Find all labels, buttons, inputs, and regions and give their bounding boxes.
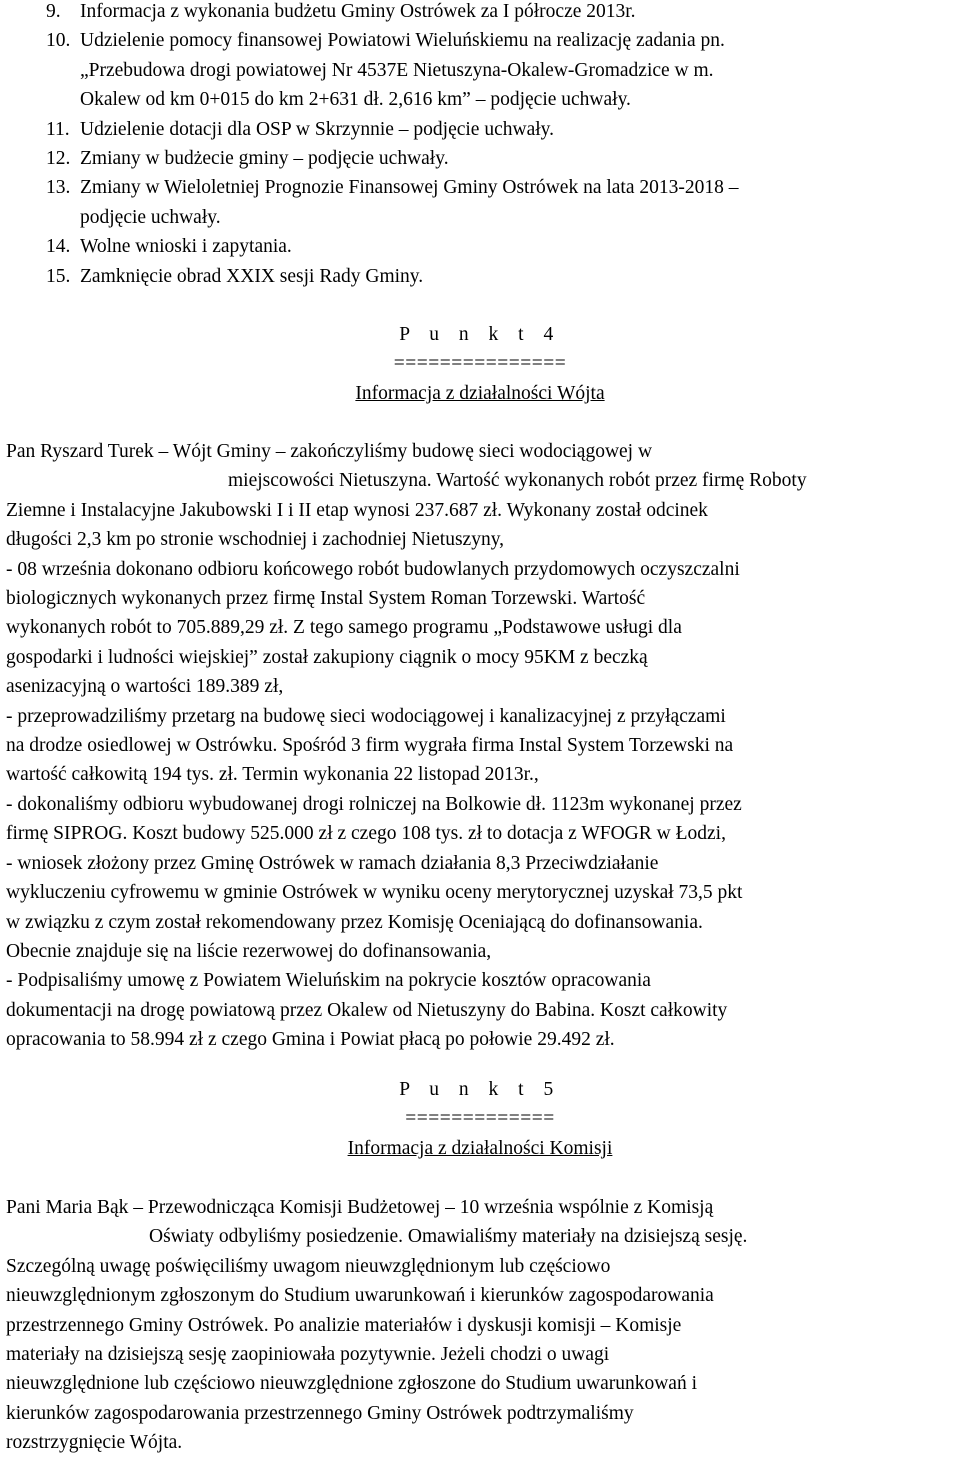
agenda-number: 10. bbox=[46, 30, 71, 52]
section-heading: P u n k t 5 bbox=[399, 1079, 561, 1100]
agenda-text: Udzielenie dotacji dla OSP w Skrzynnie – podjęcie uchwały. bbox=[80, 118, 555, 140]
agenda-number: 13. bbox=[46, 177, 71, 199]
section-heading: P u n k t 4 bbox=[399, 324, 561, 345]
paragraph-line: na drodze osiedlowej w Ostrówku. Spośród 3 firm wygrała firma Instal System Torzewski na bbox=[6, 735, 734, 757]
paragraph-line: rozstrzygnięcie Wójta. bbox=[6, 1432, 183, 1454]
agenda-text: Zmiany w Wieloletniej Prognozie Finansowej Gminy Ostrówek na lata 2013-2018 – bbox=[80, 177, 739, 199]
agenda-item-15 bbox=[0, 262, 960, 291]
paragraph-line: miejscowości Nietuszyna. Wartość wykonanych robót przez firmę Roboty bbox=[228, 470, 807, 492]
paragraph-line: dokumentacji na drogę powiatową przez Okalew od Nietuszyny do Babina. Koszt całkowity bbox=[6, 999, 728, 1021]
section-punkt-4-header bbox=[0, 320, 960, 408]
section-punkt-4-body bbox=[6, 437, 954, 1055]
agenda-text: Okalew od km 0+015 do km 2+631 dł. 2,616 km” – podjęcie uchwały. bbox=[80, 89, 631, 111]
paragraph-line: nieuwzględnionym zgłoszonym do Studium uwarunkowań i kierunków zagospodarowania bbox=[6, 1285, 714, 1307]
paragraph-line: wykluczeniu cyfrowemu w gminie Ostrówek w wyniku oceny merytorycznej uzyskał 73,5 pkt bbox=[6, 882, 743, 904]
agenda-list bbox=[0, 0, 960, 291]
paragraph-line: Oświaty odbyliśmy posiedzenie. Omawialiśmy materiały na dzisiejszą sesję. bbox=[149, 1226, 748, 1248]
paragraph-line: asenizacyjną o wartości 189.389 zł, bbox=[6, 676, 284, 698]
paragraph-line: w związku z czym został rekomendowany przez Komisję Oceniającą do dofinansowania. bbox=[6, 911, 703, 933]
agenda-item-10 bbox=[0, 26, 960, 114]
agenda-text: podjęcie uchwały. bbox=[80, 206, 221, 228]
section-punkt-5-header bbox=[0, 1075, 960, 1163]
agenda-text: Zamknięcie obrad XXIX sesji Rady Gminy. bbox=[80, 265, 424, 287]
paragraph-line: opracowania to 58.994 zł z czego Gmina i Powiat płacą po połowie 29.492 zł. bbox=[6, 1029, 615, 1051]
section-punkt-5-body bbox=[6, 1193, 954, 1458]
paragraph-line: - Podpisaliśmy umowę z Powiatem Wieluńskim na pokrycie kosztów opracowania bbox=[6, 970, 651, 992]
agenda-text: Udzielenie pomocy finansowej Powiatowi Wieluńskiemu na realizację zadania pn. bbox=[80, 30, 725, 52]
agenda-text: Informacja z wykonania budżetu Gminy Ostrówek za I półrocze 2013r. bbox=[80, 1, 636, 22]
agenda-text: Zmiany w budżecie gminy – podjęcie uchwały. bbox=[80, 148, 449, 170]
section-subtitle: Informacja z działalności Komisji bbox=[347, 1137, 613, 1159]
paragraph-line: nieuwzględnione lub częściowo nieuwzględnione zgłoszone do Studium uwarunkowań i bbox=[6, 1373, 697, 1395]
agenda-number: 11. bbox=[46, 118, 70, 140]
agenda-item-14 bbox=[0, 232, 960, 261]
paragraph-line: - dokonaliśmy odbioru wybudowanej drogi rolniczej na Bolkowie dł. 1123m wykonanej przez bbox=[6, 793, 742, 815]
paragraph-line: - wniosek złożony przez Gminę Ostrówek w ramach działania 8,3 Przeciwdziałanie bbox=[6, 852, 659, 874]
paragraph-line: gospodarki i ludności wiejskiej” został zakupiony ciągnik o mocy 95KM z beczką bbox=[6, 646, 648, 668]
agenda-number: 9. bbox=[46, 1, 61, 22]
paragraph-line: biologicznych wykonanych przez firmę Instal System Roman Torzewski. Wartość bbox=[6, 588, 646, 610]
paragraph-line: Szczególną uwagę poświęciliśmy uwagom nieuwzględnionym lub częściowo bbox=[6, 1255, 611, 1277]
agenda-text: Wolne wnioski i zapytania. bbox=[80, 236, 292, 258]
paragraph-line: Pan Ryszard Turek – Wójt Gminy – zakończyliśmy budowę sieci wodociągowej w bbox=[6, 441, 653, 462]
section-subtitle: Informacja z działalności Wójta bbox=[355, 382, 605, 404]
paragraph-line: - 08 września dokonano odbioru końcowego robót budowlanych przydomowych oczyszczalni bbox=[6, 558, 740, 580]
section-rule: =============== bbox=[393, 353, 567, 375]
paragraph-line: przestrzennego Gminy Ostrówek. Po analizie materiałów i dyskusji komisji – Komisje bbox=[6, 1314, 682, 1336]
agenda-number: 12. bbox=[46, 148, 71, 170]
paragraph-line: Pani Maria Bąk – Przewodnicząca Komisji Budżetowej – 10 września wspólnie z Komisją bbox=[6, 1197, 714, 1218]
paragraph-line: wartość całkowitą 194 tys. zł. Termin wykonania 22 listopad 2013r., bbox=[6, 764, 539, 786]
paragraph-line: długości 2,3 km po stronie wschodniej i zachodniej Nietuszyny, bbox=[6, 529, 505, 551]
paragraph-line: - przeprowadziliśmy przetarg na budowę sieci wodociągowej i kanalizacyjnej z przyłączami bbox=[6, 705, 726, 727]
agenda-item-13 bbox=[0, 173, 960, 232]
agenda-number: 14. bbox=[46, 236, 71, 258]
section-rule: ============= bbox=[405, 1108, 555, 1130]
paragraph-line: firmę SIPROG. Koszt budowy 525.000 zł z czego 108 tys. zł to dotacja z WFOGR w Łodzi, bbox=[6, 823, 726, 845]
agenda-text: „Przebudowa drogi powiatowej Nr 4537E Nietuszyna-Okalew-Gromadzice w m. bbox=[80, 59, 714, 81]
paragraph-line: wykonanych robót to 705.889,29 zł. Z tego samego programu „Podstawowe usługi dla bbox=[6, 617, 682, 639]
paragraph-line: Ziemne i Instalacyjne Jakubowski I i II etap wynosi 237.687 zł. Wykonany został odcinek bbox=[6, 499, 708, 521]
agenda-item-12 bbox=[0, 144, 960, 173]
paragraph-line: kierunków zagospodarowania przestrzennego Gminy Ostrówek podtrzymaliśmy bbox=[6, 1402, 634, 1424]
paragraph-line: Obecnie znajduje się na liście rezerwowej do dofinansowania, bbox=[6, 940, 492, 962]
agenda-item-11 bbox=[0, 115, 960, 144]
agenda-item-9 bbox=[0, 0, 960, 26]
agenda-number: 15. bbox=[46, 265, 71, 287]
paragraph-line: materiały na dzisiejszą sesję zaopiniowała pozytywnie. Jeżeli chodzi o uwagi bbox=[6, 1344, 610, 1366]
